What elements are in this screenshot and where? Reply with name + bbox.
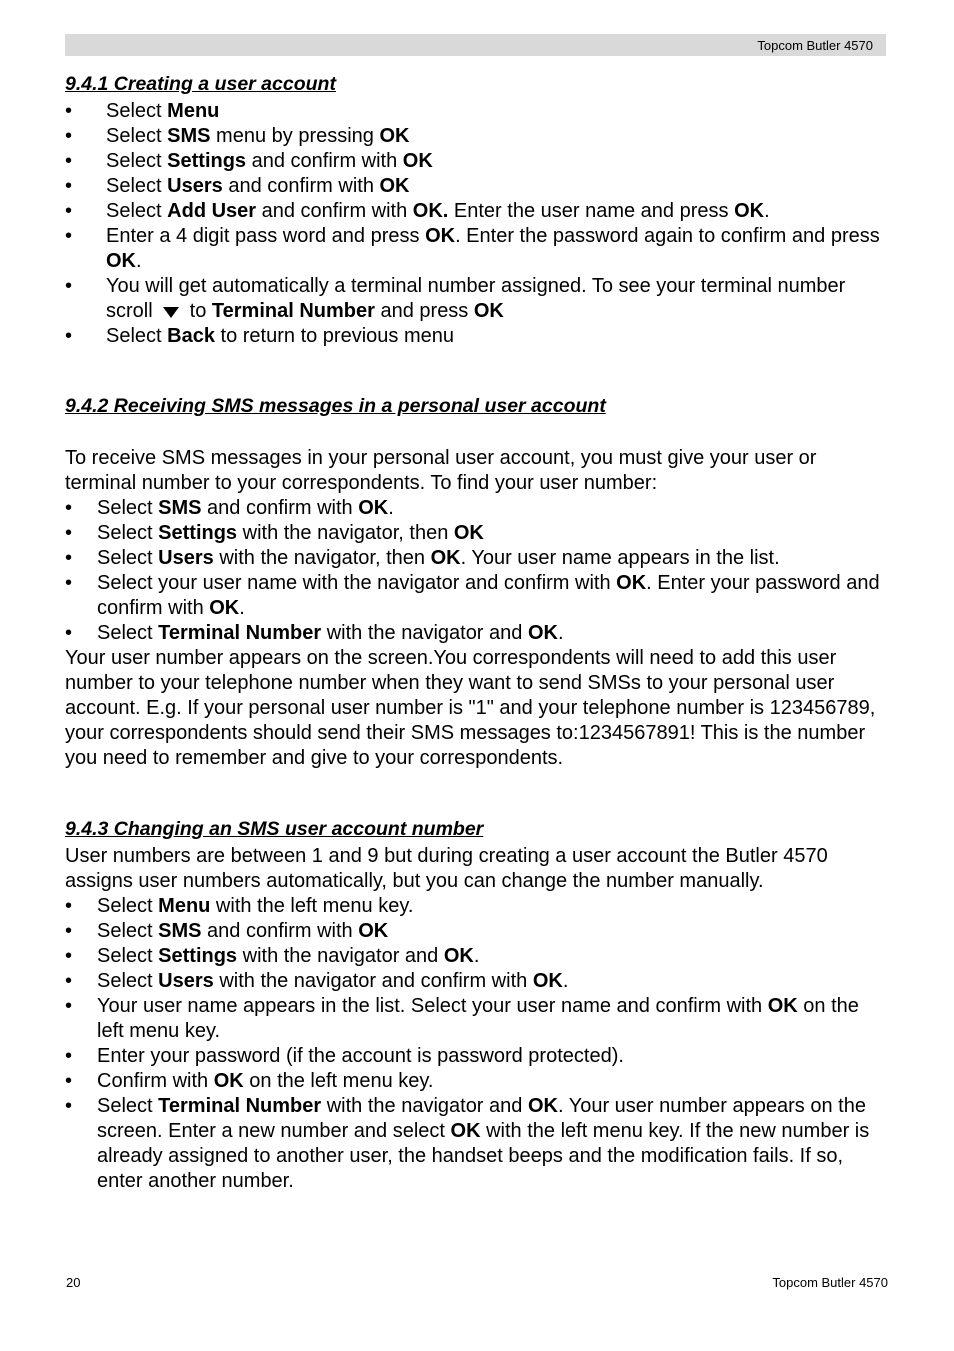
section-title: 9.4.3 Changing an SMS user account number	[65, 818, 484, 840]
section-1	[65, 72, 886, 349]
list-item	[65, 944, 886, 969]
text-run: to return to previous menu	[214, 325, 454, 347]
text-run: Select	[97, 622, 159, 644]
text-run: Confirm with	[97, 1070, 214, 1092]
bullet-list	[65, 894, 886, 1194]
text-run: OK	[379, 175, 410, 197]
list-item	[65, 224, 886, 274]
text-run: Select	[106, 125, 168, 147]
list-item	[65, 521, 886, 546]
list-item	[65, 919, 886, 944]
text-run: OK	[734, 200, 765, 222]
paragraph: To receive SMS messages in your personal user account, you must give your user or terminal number to your correspondents. To find your user number:	[65, 447, 817, 494]
text-run: Terminal Number	[158, 622, 322, 644]
text-run: Enter a 4 digit pass word and press	[106, 225, 426, 247]
text-run: and confirm with	[201, 497, 359, 519]
bullet-marker: •	[65, 1070, 73, 1092]
text-run: Menu	[167, 100, 220, 122]
text-run: You will get automatically a terminal number assigned. To see your terminal number scroll	[106, 275, 846, 322]
bullet-marker: •	[65, 1045, 73, 1067]
text-run: Your user name appears in the list. Select your user name and confirm with	[97, 995, 768, 1017]
text-run: Select	[97, 945, 159, 967]
bullet-marker: •	[65, 150, 73, 172]
text-run: and confirm with	[222, 175, 380, 197]
list-item	[65, 496, 886, 521]
bullet-marker: •	[65, 175, 73, 197]
text-run: Select	[106, 100, 168, 122]
bullet-marker: •	[65, 275, 73, 297]
text-run: . Your user number appears on the screen. Enter a new number and select	[97, 1095, 866, 1142]
list-item	[65, 124, 886, 149]
text-run: Terminal Number	[158, 1095, 322, 1117]
text-run: Select	[97, 895, 159, 917]
bullet-marker: •	[65, 572, 73, 594]
text-run: with the navigator and	[321, 1095, 528, 1117]
list-item	[65, 1044, 886, 1069]
header-title: Topcom Butler 4570	[757, 38, 873, 53]
list-item	[65, 571, 886, 621]
triangle-down-icon	[163, 307, 179, 318]
text-run: OK	[532, 970, 563, 992]
text-run: . Enter the password again to confirm and press	[455, 225, 880, 247]
list-item	[65, 99, 886, 124]
bullet-list	[65, 496, 886, 646]
text-run: OK	[402, 150, 433, 172]
text-run: OK	[767, 995, 798, 1017]
text-run: OK	[358, 920, 389, 942]
text-run: with the navigator and confirm with	[213, 970, 533, 992]
text-run: Users	[158, 547, 214, 569]
text-run: menu by pressing	[210, 125, 380, 147]
text-run: Select	[106, 175, 168, 197]
text-run: .	[239, 597, 245, 619]
text-run: SMS	[167, 125, 211, 147]
bullet-marker: •	[65, 225, 73, 247]
text-run: Select	[106, 325, 168, 347]
text-run: .	[557, 622, 564, 644]
list-item	[65, 199, 886, 224]
section-title: 9.4.1 Creating a user account	[65, 73, 336, 95]
text-run: .	[136, 250, 142, 272]
text-run: OK	[358, 497, 389, 519]
text-run: SMS	[158, 497, 202, 519]
list-item	[65, 994, 886, 1044]
text-run: Select	[97, 497, 159, 519]
text-run: Menu	[158, 895, 211, 917]
text-run: on the left menu key.	[97, 995, 859, 1042]
text-run: OK	[430, 547, 461, 569]
text-run: to	[189, 300, 212, 322]
text-run: with the navigator, then	[213, 547, 431, 569]
text-run: OK	[106, 250, 136, 272]
bullet-marker: •	[65, 497, 73, 519]
text-run: Enter your password (if the account is password protected).	[97, 1045, 624, 1067]
text-run: Settings	[158, 522, 238, 544]
bullet-list	[65, 99, 886, 349]
bullet-marker: •	[65, 125, 73, 147]
text-run: Users	[158, 970, 214, 992]
text-run: Select	[106, 200, 168, 222]
bullet-marker: •	[65, 920, 73, 942]
text-run: and confirm with	[256, 200, 413, 222]
list-item	[65, 149, 886, 174]
list-item	[65, 274, 886, 324]
text-run: OK	[453, 522, 484, 544]
text-run: OK	[209, 597, 240, 619]
section-2	[65, 394, 886, 771]
text-run: and press	[374, 300, 474, 322]
document-body	[65, 72, 886, 1194]
text-run: OK	[527, 622, 558, 644]
bullet-marker: •	[65, 995, 73, 1017]
text-run: with the navigator, then	[237, 522, 454, 544]
bullet-marker: •	[65, 895, 73, 917]
text-run: OK	[213, 1070, 244, 1092]
page-header	[65, 34, 886, 56]
bullet-marker: •	[65, 100, 73, 122]
text-run: OK.	[412, 200, 449, 222]
bullet-marker: •	[65, 325, 73, 347]
text-run: OK	[527, 1095, 558, 1117]
text-run: .	[764, 200, 770, 222]
text-run: Select	[97, 970, 159, 992]
text-run: Settings	[167, 150, 247, 172]
text-run: with the navigator and	[321, 622, 528, 644]
text-run: Select	[106, 150, 168, 172]
text-run: .	[388, 497, 394, 519]
text-run: OK	[379, 125, 410, 147]
text-run: Add User	[167, 200, 257, 222]
list-item	[65, 324, 886, 349]
text-run: Enter the user name and press	[448, 200, 735, 222]
text-run: Back	[167, 325, 215, 347]
text-run: Select your user name with the navigator and confirm with	[97, 572, 617, 594]
text-run: with the left menu key. If the new number is already assigned to another user, the handset beeps and the modification fails. If so, enter another number.	[97, 1120, 870, 1192]
paragraph: User numbers are between 1 and 9 but during creating a user account the Butler 4570 assigns user numbers automatically, but you can change the number manually.	[65, 845, 828, 892]
list-item	[65, 1069, 886, 1094]
text-run: Select	[97, 547, 159, 569]
list-item	[65, 546, 886, 571]
bullet-marker: •	[65, 1095, 73, 1117]
page-number: 20	[66, 1275, 81, 1290]
text-run: OK	[425, 225, 456, 247]
list-item	[65, 894, 886, 919]
text-run: and confirm with	[201, 920, 359, 942]
bullet-marker: •	[65, 945, 73, 967]
text-run: with the navigator and	[237, 945, 444, 967]
bullet-marker: •	[65, 622, 73, 644]
text-run: Select	[97, 1095, 159, 1117]
text-run: OK	[473, 300, 504, 322]
text-run: on the left menu key.	[243, 1070, 434, 1092]
bullet-marker: •	[65, 522, 73, 544]
text-run: . Enter your password and confirm with	[97, 572, 880, 619]
text-run: Terminal Number	[211, 300, 375, 322]
text-run: OK	[443, 945, 474, 967]
section-3	[65, 817, 886, 1194]
text-run: OK	[450, 1120, 481, 1142]
footer-title: Topcom Butler 4570	[772, 1275, 888, 1290]
text-run: SMS	[158, 920, 202, 942]
text-run: . Your user name appears in the list.	[460, 547, 780, 569]
text-run: .	[473, 945, 480, 967]
text-run: .	[562, 970, 569, 992]
bullet-marker: •	[65, 547, 73, 569]
text-run: OK	[616, 572, 647, 594]
text-run: Settings	[158, 945, 238, 967]
text-run: with the left menu key.	[210, 895, 414, 917]
text-run: Users	[167, 175, 223, 197]
list-item	[65, 174, 886, 199]
section-title: 9.4.2 Receiving SMS messages in a personal user account	[65, 395, 606, 417]
bullet-marker: •	[65, 970, 73, 992]
bullet-marker: •	[65, 200, 73, 222]
list-item	[65, 621, 886, 646]
text-run: and confirm with	[246, 150, 403, 172]
paragraph: Your user number appears on the screen.You correspondents will need to add this user number to your telephone number when they want to send SMSs to your personal user account. E.g. If your personal user number is "1" and your telephone number is 123456789, your correspondents should send their SMS messages to:1234567891! This is the number you need to remember and give to your correspondents.	[65, 647, 876, 769]
text-run: Select	[97, 522, 159, 544]
list-item	[65, 969, 886, 994]
list-item	[65, 1094, 886, 1194]
text-run: Select	[97, 920, 159, 942]
